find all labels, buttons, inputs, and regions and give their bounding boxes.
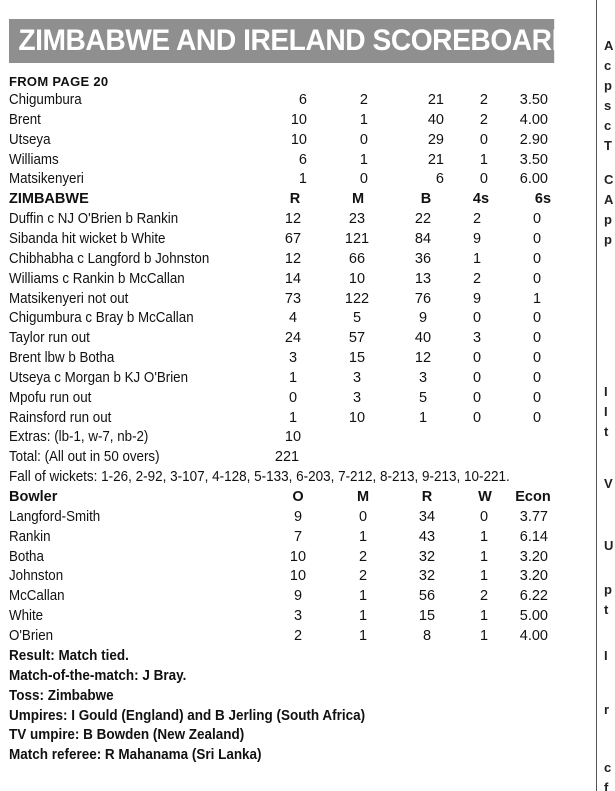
stat-sixes: 0 bbox=[532, 211, 542, 228]
stat-r: 1 bbox=[288, 369, 298, 386]
stat-r: 43 bbox=[418, 528, 436, 545]
col-wickets: W bbox=[478, 489, 492, 505]
stat-m: 3 bbox=[352, 369, 362, 386]
page-title: ZIMBABWE AND IRELAND SCOREBOARD bbox=[9, 19, 554, 63]
stat-o: 1 bbox=[298, 171, 307, 188]
player-name: O'Brien bbox=[9, 627, 54, 644]
stat-r: 0 bbox=[288, 389, 298, 406]
batting-row bbox=[0, 408, 596, 428]
bowling-row bbox=[0, 130, 596, 150]
stat-w: 2 bbox=[479, 92, 488, 108]
stat-b: 5 bbox=[418, 389, 428, 406]
stat-fours: 2 bbox=[472, 270, 482, 287]
stat-econ: 3.50 bbox=[519, 92, 548, 108]
team-name: ZIMBABWE bbox=[9, 191, 89, 208]
edge-letter: p bbox=[604, 78, 612, 93]
stat-o: 10 bbox=[289, 548, 307, 565]
stat-sixes: 0 bbox=[532, 350, 542, 367]
match-info-line: Result: Match tied. bbox=[9, 647, 129, 664]
stat-r: 15 bbox=[418, 608, 436, 625]
col-runs: R bbox=[289, 191, 301, 208]
col-maidens: M bbox=[356, 489, 370, 505]
stat-m: 10 bbox=[348, 270, 366, 287]
stat-sixes: 0 bbox=[532, 230, 542, 247]
col-sixes: 6s bbox=[534, 191, 552, 208]
stat-sixes: 1 bbox=[532, 290, 542, 307]
stat-fours: 0 bbox=[472, 409, 482, 426]
stat-econ: 6.14 bbox=[519, 528, 548, 545]
stat-sixes: 0 bbox=[532, 310, 542, 327]
stat-o: 6 bbox=[298, 92, 307, 108]
bowling-row bbox=[0, 606, 596, 626]
stat-econ: 3.77 bbox=[519, 508, 548, 525]
stat-m: 2 bbox=[358, 548, 368, 565]
player-name: Johnston bbox=[9, 568, 64, 585]
player-name: White bbox=[9, 608, 44, 625]
stat-fours: 9 bbox=[472, 290, 482, 307]
stat-fours: 2 bbox=[472, 211, 482, 228]
fall-of-wickets: Fall of wickets: 1-26, 2-92, 3-107, 4-128, 5-133, 6-203, 7-212, 8-213, 9-213, 10-221. bbox=[9, 469, 510, 486]
stat-m: 15 bbox=[348, 350, 366, 367]
extras-row bbox=[0, 427, 596, 447]
batting-row bbox=[0, 229, 596, 249]
stat-b: 1 bbox=[418, 409, 428, 426]
stat-m: 1 bbox=[359, 151, 368, 168]
stat-r: 32 bbox=[418, 548, 436, 565]
stat-o: 6 bbox=[298, 151, 307, 168]
match-info-line: Umpires: I Gould (England) and B Jerling (South Africa) bbox=[9, 707, 366, 724]
stat-fours: 1 bbox=[472, 250, 482, 267]
stat-m: 66 bbox=[348, 250, 366, 267]
stat-b: 76 bbox=[414, 290, 432, 307]
stat-o: 10 bbox=[289, 568, 307, 585]
edge-letter: A bbox=[604, 38, 614, 53]
stat-m: 1 bbox=[359, 111, 368, 128]
stat-m: 23 bbox=[348, 211, 366, 228]
stat-r: 34 bbox=[418, 508, 436, 525]
stat-r: 24 bbox=[284, 330, 302, 347]
stat-m: 10 bbox=[348, 409, 366, 426]
batting-row bbox=[0, 209, 596, 229]
total-value: 221 bbox=[274, 449, 300, 466]
player-name: Mpofu run out bbox=[9, 389, 92, 406]
bowling-row bbox=[0, 110, 596, 130]
match-info-line: Match-of-the-match: J Bray. bbox=[9, 667, 187, 684]
stat-m: 0 bbox=[359, 171, 368, 188]
stat-r: 40 bbox=[427, 111, 444, 128]
stat-b: 84 bbox=[414, 230, 432, 247]
stat-w: 2 bbox=[479, 588, 489, 605]
stat-econ: 4.00 bbox=[519, 627, 548, 644]
stat-w: 0 bbox=[479, 171, 488, 188]
player-name: Brent lbw b Botha bbox=[9, 350, 115, 367]
bowler-header: Bowler bbox=[9, 489, 58, 505]
col-balls: B bbox=[420, 191, 432, 208]
edge-letter: V bbox=[604, 476, 613, 491]
stat-r: 12 bbox=[284, 250, 302, 267]
stat-fours: 0 bbox=[472, 369, 482, 386]
extras-value: 10 bbox=[284, 429, 302, 446]
stat-econ: 3.50 bbox=[519, 151, 548, 168]
edge-letter: T bbox=[604, 138, 612, 153]
batting-row bbox=[0, 388, 596, 408]
stat-r: 56 bbox=[418, 588, 436, 605]
stat-b: 13 bbox=[414, 270, 432, 287]
edge-letter: c bbox=[604, 760, 612, 775]
stat-fours: 0 bbox=[472, 310, 482, 327]
col-fours: 4s bbox=[472, 191, 490, 208]
stat-r: 32 bbox=[418, 568, 436, 585]
stat-sixes: 0 bbox=[532, 330, 542, 347]
batting-row bbox=[0, 269, 596, 289]
stat-o: 9 bbox=[293, 508, 303, 525]
bowling-row bbox=[0, 507, 596, 527]
stat-w: 0 bbox=[479, 131, 488, 148]
player-name: Williams bbox=[9, 151, 59, 168]
stat-econ: 3.20 bbox=[519, 568, 548, 585]
edge-letter: s bbox=[604, 98, 612, 113]
edge-letter: C bbox=[604, 172, 614, 187]
fall-of-wickets-row bbox=[0, 467, 596, 487]
stat-r: 8 bbox=[422, 627, 432, 644]
player-name: Total: (All out in 50 overs) bbox=[9, 449, 160, 466]
stat-fours: 3 bbox=[472, 330, 482, 347]
bowling-row bbox=[0, 547, 596, 567]
player-name: Rainsford run out bbox=[9, 409, 112, 426]
stat-econ: 3.20 bbox=[519, 548, 548, 565]
stat-m: 0 bbox=[359, 131, 368, 148]
player-name: Matsikenyeri bbox=[9, 171, 84, 188]
bowling-row bbox=[0, 566, 596, 586]
batting-row bbox=[0, 249, 596, 269]
batting-row bbox=[0, 289, 596, 309]
col-economy: Econ bbox=[515, 489, 551, 505]
bowling-row bbox=[0, 90, 596, 110]
edge-letter: f bbox=[604, 780, 609, 791]
edge-letter: A bbox=[604, 192, 614, 207]
bowling-row bbox=[0, 586, 596, 606]
stat-r: 3 bbox=[288, 350, 298, 367]
stat-econ: 4.00 bbox=[519, 111, 548, 128]
player-name: Duffin c NJ O'Brien b Rankin bbox=[9, 211, 179, 228]
stat-w: 1 bbox=[479, 568, 489, 585]
stat-m: 1 bbox=[358, 627, 368, 644]
player-name: Taylor run out bbox=[9, 330, 90, 347]
player-name: Chigumbura bbox=[9, 92, 82, 108]
total-row bbox=[0, 447, 596, 467]
edge-letter: U bbox=[604, 538, 614, 553]
stat-w: 1 bbox=[479, 151, 488, 168]
player-name: Utseya c Morgan b KJ O'Brien bbox=[9, 369, 189, 386]
stat-sixes: 0 bbox=[532, 369, 542, 386]
edge-letter: I bbox=[604, 648, 608, 663]
stat-m: 0 bbox=[358, 508, 368, 525]
player-name: Sibanda hit wicket b White bbox=[9, 230, 166, 247]
stat-m: 1 bbox=[358, 528, 368, 545]
stat-m: 3 bbox=[352, 389, 362, 406]
stat-r: 12 bbox=[284, 211, 302, 228]
from-page-label: FROM PAGE 20 bbox=[9, 74, 109, 89]
stat-b: 9 bbox=[418, 310, 428, 327]
stat-r: 6 bbox=[435, 171, 444, 188]
stat-b: 12 bbox=[414, 350, 432, 367]
col-overs: O bbox=[292, 489, 304, 505]
player-name: Chigumbura c Bray b McCallan bbox=[9, 310, 194, 327]
edge-letter: t bbox=[604, 602, 609, 617]
stat-sixes: 0 bbox=[532, 270, 542, 287]
stat-econ: 2.90 bbox=[519, 131, 548, 148]
edge-letter: c bbox=[604, 118, 612, 133]
bowling-header-row bbox=[0, 487, 596, 507]
stat-o: 3 bbox=[293, 608, 303, 625]
player-name: Rankin bbox=[9, 528, 51, 545]
edge-letter: I bbox=[604, 404, 608, 419]
edge-letter: p bbox=[604, 212, 612, 227]
player-name: Langford-Smith bbox=[9, 508, 101, 525]
batting-row bbox=[0, 368, 596, 388]
player-name: Extras: (lb-1, w-7, nb-2) bbox=[9, 429, 149, 446]
match-info-line: Match referee: R Mahanama (Sri Lanka) bbox=[9, 747, 262, 764]
stat-m: 1 bbox=[358, 588, 368, 605]
stat-fours: 0 bbox=[472, 350, 482, 367]
stat-m: 1 bbox=[358, 608, 368, 625]
stat-m: 57 bbox=[348, 330, 366, 347]
player-name: McCallan bbox=[9, 588, 65, 605]
stat-m: 2 bbox=[359, 92, 368, 108]
match-info-line: TV umpire: B Bowden (New Zealand) bbox=[9, 727, 245, 744]
stat-econ: 5.00 bbox=[519, 608, 548, 625]
stat-o: 9 bbox=[293, 588, 303, 605]
stat-o: 10 bbox=[290, 131, 307, 148]
stat-sixes: 0 bbox=[532, 409, 542, 426]
stat-econ: 6.22 bbox=[519, 588, 548, 605]
col-minutes: M bbox=[351, 191, 365, 208]
stat-w: 1 bbox=[479, 608, 489, 625]
stat-m: 2 bbox=[358, 568, 368, 585]
player-name: Brent bbox=[9, 111, 41, 128]
adjacent-column-edge bbox=[604, 0, 615, 791]
stat-o: 10 bbox=[290, 111, 307, 128]
edge-letter: I bbox=[604, 384, 608, 399]
stat-r: 14 bbox=[284, 270, 302, 287]
player-name: Utseya bbox=[9, 131, 51, 148]
stat-w: 1 bbox=[479, 627, 489, 644]
stat-o: 7 bbox=[293, 528, 303, 545]
col-runs-conceded: R bbox=[421, 489, 433, 505]
stat-r: 1 bbox=[288, 409, 298, 426]
stat-econ: 6.00 bbox=[519, 171, 548, 188]
edge-letter: p bbox=[604, 582, 612, 597]
stat-r: 21 bbox=[427, 151, 444, 168]
edge-letter: p bbox=[604, 232, 612, 247]
batting-row bbox=[0, 308, 596, 328]
bowling-row bbox=[0, 527, 596, 547]
stat-r: 29 bbox=[427, 131, 444, 148]
bowling-row bbox=[0, 150, 596, 170]
stat-w: 0 bbox=[479, 508, 489, 525]
stat-r: 21 bbox=[427, 92, 444, 108]
stat-fours: 9 bbox=[472, 230, 482, 247]
bowling-row bbox=[0, 626, 596, 646]
column-divider bbox=[596, 0, 597, 791]
stat-r: 67 bbox=[284, 230, 302, 247]
stat-sixes: 0 bbox=[532, 250, 542, 267]
player-name: Botha bbox=[9, 548, 44, 565]
stat-b: 3 bbox=[418, 369, 428, 386]
edge-letter: c bbox=[604, 58, 612, 73]
stat-b: 40 bbox=[414, 330, 432, 347]
edge-letter: r bbox=[604, 702, 610, 717]
player-name: Matsikenyeri not out bbox=[9, 290, 129, 307]
player-name: Williams c Rankin b McCallan bbox=[9, 270, 185, 287]
stat-b: 22 bbox=[414, 211, 432, 228]
stat-w: 1 bbox=[479, 528, 489, 545]
stat-m: 121 bbox=[344, 230, 370, 247]
stat-o: 2 bbox=[293, 627, 303, 644]
stat-m: 122 bbox=[344, 290, 370, 307]
stat-r: 4 bbox=[288, 310, 298, 327]
match-info-line: Toss: Zimbabwe bbox=[9, 687, 114, 704]
stat-w: 1 bbox=[479, 548, 489, 565]
stat-sixes: 0 bbox=[532, 389, 542, 406]
stat-m: 5 bbox=[352, 310, 362, 327]
stat-r: 73 bbox=[284, 290, 302, 307]
stat-fours: 0 bbox=[472, 389, 482, 406]
batting-header-row bbox=[0, 189, 596, 209]
edge-letter: t bbox=[604, 424, 609, 439]
stat-b: 36 bbox=[414, 250, 432, 267]
stat-w: 2 bbox=[479, 111, 488, 128]
batting-row bbox=[0, 328, 596, 348]
batting-row bbox=[0, 348, 596, 368]
bowling-row bbox=[0, 169, 596, 189]
player-name: Chibhabha c Langford b Johnston bbox=[9, 250, 210, 267]
